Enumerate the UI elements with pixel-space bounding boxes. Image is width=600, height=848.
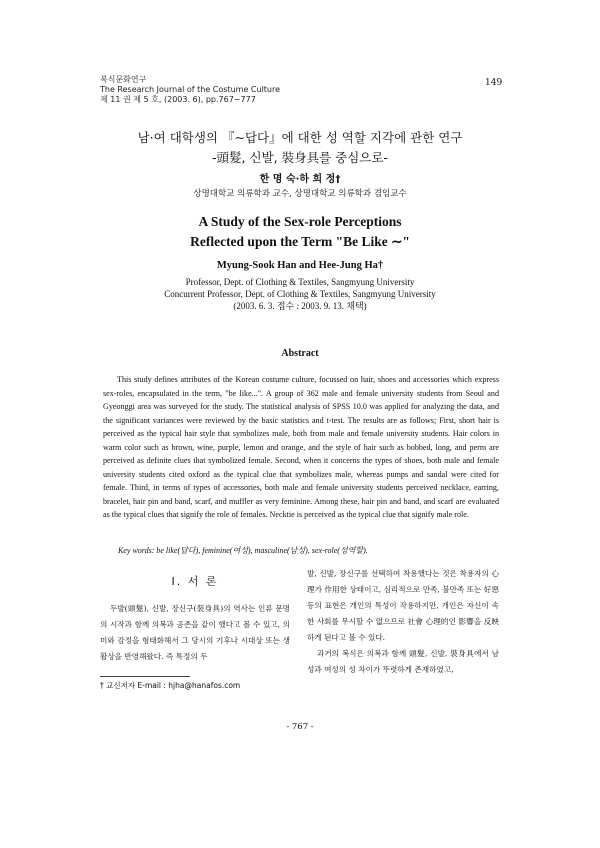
affiliation-english-line2: Concurrent Professor, Dept. of Clothing & Textiles, Sangmyung University bbox=[164, 289, 436, 299]
page-number-top: 149 bbox=[485, 78, 503, 88]
journal-issue: 제 11 권 제 5 호, (2003. 6), pp.767∼777 bbox=[100, 95, 256, 104]
section-heading-introduction: Ⅰ. 서 론 bbox=[171, 575, 219, 588]
journal-name-en: The Research Journal of the Costume Culture bbox=[100, 85, 281, 94]
footnote-corresponding-author: † 교신저자 E-mail : hjha@hanafos.com bbox=[100, 681, 241, 690]
authors-korean: 한 명 숙·하 희 정† bbox=[259, 174, 341, 185]
body-paragraph: 과거의 복식은 의복과 함께 頭髮, 신발, 裝身具에서 남성과 여성의 성 차이가 뚜렷하게 존재하였고, bbox=[307, 649, 499, 674]
title-korean bbox=[0, 128, 600, 168]
abstract-heading: Abstract bbox=[281, 348, 319, 359]
abstract-body: This study defines attributes of the Korean costume culture, focussed on hair, shoes and accessories which express sex-roles, encapsulated in the term, "be like...". A group of 362 male and female university students from Seoul and Gyeonggi area was surveyed for the study. The statistical analysis of SPSS 10.0 was applied for analyzing the data, and the significant variances were reviewed by the basic statistics and t-test. The results are as follows; First, short hair is perceived as the typical hair style that symbolizes male, both from male and female university students. Hair colors in warm color such as brown, wine, purple, lemon and orange, and the style of hair such as bobbed, long, and perm are perceived as definite clues that symbolized female. Second, when it concerns the types of shoes, both male and female university students cited oxford as the typical clue that symbolizes male, whereas pumps and sandal were cited for female. Third, in terms of types of accessories, both male and female university students perceived necklace, earring, bracelet, hair pin and band, scarf, and muffler as very feminine. Among these, hair pin and band, and scarf are evaluated as the typical clues that signify the role of females. Necktie is perceived as the typical clue that signify male role. bbox=[103, 375, 499, 519]
received-dates: (2003. 6. 3. 접수 : 2003. 9. 13. 채택) bbox=[233, 301, 367, 311]
title-english-line2: Reflected upon the Term "Be Like ∼" bbox=[190, 234, 410, 249]
body-paragraph: 두발(頭髮), 신발, 장신구(裝身具)의 역사는 인류 문명의 시작과 함께 의복과 공존을 같이 했다고 볼 수 있고, 의미와 감정을 형태화해서 그 당시의 기후나 시대상 또는 생활상을 반영해왔다. 즉 특정의 두 bbox=[100, 604, 290, 661]
footnote-divider bbox=[100, 676, 190, 677]
keywords: Key words: be like(답다), feminine(여성), masculine(남성), sex-role(성역할). bbox=[118, 546, 368, 555]
title-korean-line2: -頭髮, 신발, 裝身具를 중심으로- bbox=[212, 150, 388, 165]
title-english-line1: A Study of the Sex-role Perceptions bbox=[198, 214, 402, 229]
body-left-column bbox=[100, 566, 290, 665]
affiliation-english bbox=[0, 276, 600, 312]
body-paragraph: 발, 신발, 장신구를 선택하여 착용했다는 것은 착용자의 心理가 作用한 상태이고, 심리적으로 만족, 불만족 또는 好惡 등의 표현은 개인의 특성이 작용하지만, 개인은 자신이 속한 사회를 무시할 수 없으므로 社會 心理的인 影響을 反映하게 된다고 볼 수 있다. bbox=[307, 569, 499, 642]
body-right-column bbox=[307, 566, 499, 678]
journal-header bbox=[100, 75, 280, 105]
affiliation-english-line1: Professor, Dept. of Clothing & Textiles, Sangmyung University bbox=[185, 277, 415, 287]
journal-name-ko: 복식문화연구 bbox=[100, 75, 147, 84]
authors-english: Myung-Sook Han and Hee-Jung Ha† bbox=[216, 260, 384, 271]
title-korean-line1: 남·여 대학생의 『∼답다』에 대한 성 역할 지각에 관한 연구 bbox=[137, 130, 463, 145]
title-english bbox=[0, 212, 600, 252]
page-number-bottom: - 767 - bbox=[286, 722, 314, 732]
affiliation-korean: 상명대학교 의류학과 교수, 상명대학교 의류학과 겸임교수 bbox=[193, 189, 407, 199]
